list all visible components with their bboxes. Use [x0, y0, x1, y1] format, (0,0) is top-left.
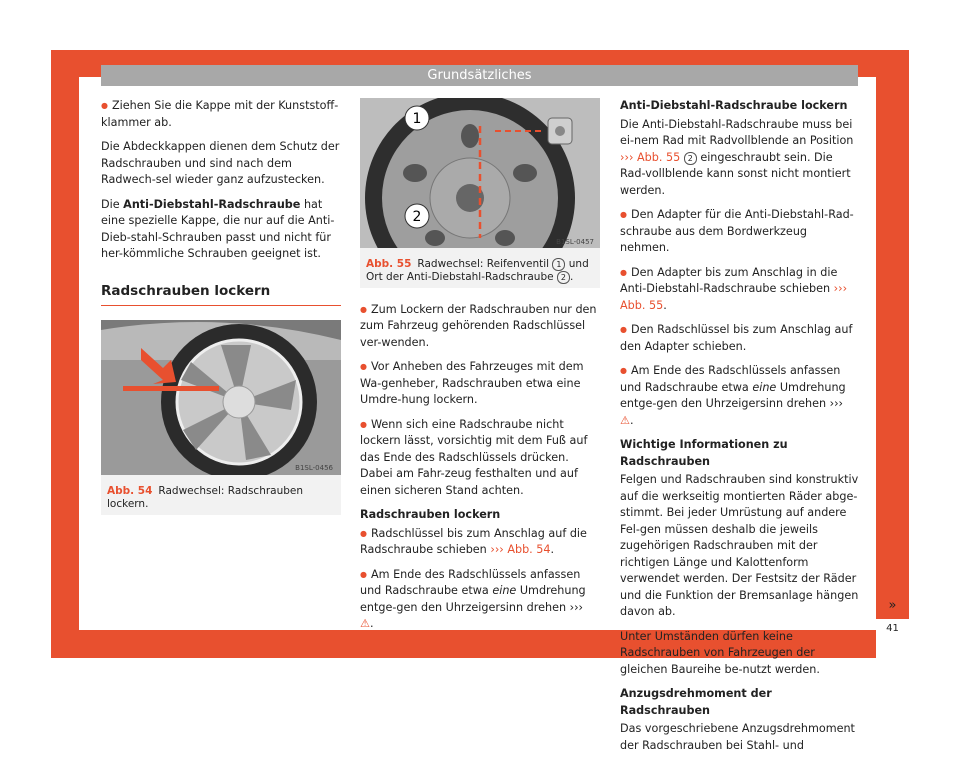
figure-link[interactable]: ››› Abb. 55 — [620, 282, 848, 312]
bullet-icon — [620, 266, 631, 279]
section-title: Radschrauben lockern — [101, 283, 341, 307]
section-header: Grundsätzliches — [101, 65, 858, 86]
warning-icon[interactable]: ⚠ — [360, 617, 371, 630]
bullet-text: Zum Lockern der Radschrauben nur den zum Fahrzeug gehörenden Radschlüssel ver-wenden. — [360, 302, 597, 349]
bullet-text: Wenn sich eine Radschraube nicht lockern lässt, vorsichtig mit dem Fuß auf das Ende des Radschlüssels drücken. Dabei am Fahr-zeug festhalten und auf einen sicheren Stand achten. — [360, 417, 588, 497]
continue-marker: » — [888, 598, 897, 613]
column-1 — [101, 98, 341, 515]
subheading: Wichtige Informationen zu Radschrauben — [620, 438, 788, 468]
subheading: Anti-Diebstahl-Radschraube lockern — [620, 99, 848, 112]
callout-1: 1 — [412, 111, 422, 127]
bullet-icon — [360, 568, 371, 581]
wheel-illustration — [101, 320, 341, 475]
figure-code: B1SL-0457 — [556, 238, 594, 246]
figure-caption: Abb. 54 Radwechsel: Radschrauben lockern. — [107, 484, 304, 510]
figure-55 — [360, 98, 600, 288]
column-2: 1 2 B1SL-0457 Abb. 55 Radwechsel: Reifenventil 1 und Ort der Anti-Diebstahl-Radschraube 2 . ● Zum Lockern der Radschrauben nur den zum Fahrzeug gehörenden Radschlüssel ver-wenden. ● Vor Anheben des Fahrzeuges mit dem Wa-genheber, Radschrauben etwa eine Umdre-hung lockern. ● Wenn sich eine Radschraube nicht lockern lässt, vorsichtig mit dem Fuß auf das Ende des Radschlüssels drücken. Dabei am Fahr-zeug festhalten und auf einen sicheren Stand achten. Radschrauben lockern ● Radschlüssel bis zum Anschlag auf die Radschraube schieben ››› Abb. 54. ● Am Ende des Radschlüssels anfassen und Radschraube etwa eine Umdrehung entge-gen den Uhrzeigersinn drehen ››› ⚠. — [360, 98, 600, 641]
bullet-icon — [620, 323, 631, 336]
subheading: Anzugsdrehmoment der Radschrauben — [620, 687, 772, 717]
bullet-icon — [101, 99, 112, 112]
paragraph: Felgen und Radschrauben sind konstruktiv auf die werkseitig montierten Räder abge-stimmt. Bei jeder Umrüstung auf andere Fel-gen müssen deshalb die jeweils zugehörigen Radschrauben mit der richtigen Länge und Kalottenform verwendet werden. Der Festsitz der Räder und die Funktion der Bremsanlage hängen davon ab. — [620, 473, 859, 618]
bullet-icon — [360, 303, 371, 316]
bullet-icon — [360, 418, 371, 431]
callout-2: 2 — [412, 209, 422, 225]
subheading: Radschrauben lockern — [360, 508, 501, 521]
bullet-icon — [360, 360, 371, 373]
paragraph: Das vorgeschriebene Anzugsdrehmoment der Radschrauben bei Stahl- und — [620, 722, 855, 752]
wheel-valve-illustration — [360, 98, 600, 248]
bullet-icon — [360, 527, 371, 540]
paragraph: Die Anti-Diebstahl-Radschraube hat eine spezielle Kappe, die nur auf die Anti-Dieb-stahl-Schrauben passt und nicht für her-kömmliche Schrauben geeignet ist. — [101, 197, 335, 260]
column-3: Anti-Diebstahl-Radschraube lockern Die Anti-Diebstahl-Radschraube muss bei ei-nem Rad mit Radvollblende an Position ››› Abb. 55 2 eingeschraubt sein. Die Rad-vollblende kann sonst nicht montiert werden. ● Den Adapter für die Anti-Diebstahl-Rad-schraube aus dem Bordwerkzeug nehmen. ● Den Adapter bis zum Anschlag in die Anti-Diebstahl-Radschraube schieben ››› Abb. 55. ● Den Radschlüssel bis zum Anschlag auf den Adapter schieben. ● Am Ende des Radschlüssels anfassen und Radschraube etwa eine Umdrehung entge-gen den Uhrzeigersinn drehen ››› ⚠. Wichtige Informationen zu Radschrauben Felgen und Radschrauben sind konstruktiv auf die werkseitig montierten Räder abge-stimmt. Bei jeder Umrüstung auf andere Fel-gen müssen deshalb die jeweils zugehörigen Radschrauben mit der richtigen Länge und Kalottenform verwendet werden. Der Festsitz der Räder und die Funktion der Bremsanlage hängen davon ab. Unter Umständen dürfen keine Radschrauben von Fahrzeugen der gleichen Baureihe be-nutzt werden. Anzugsdrehmoment der Radschrauben Das vorgeschriebene Anzugsdrehmoment der Radschrauben bei Stahl- und — [620, 98, 860, 762]
page-number: 41 — [876, 619, 909, 658]
bullet-text: Vor Anheben des Fahrzeuges mit dem Wa-genheber, Radschrauben etwa eine Umdre-hung lockern. — [360, 360, 584, 406]
paragraph: Unter Umständen dürfen keine Radschrauben von Fahrzeugen der gleichen Baureihe be-nutzt werden. — [620, 629, 820, 676]
bullet-text: Ziehen Sie die Kappe mit der Kunststoff-klammer ab. — [101, 99, 339, 129]
bullet-text: Den Radschlüssel bis zum Anschlag auf den Adapter schieben. — [620, 323, 853, 353]
bullet-icon — [620, 364, 631, 377]
figure-link[interactable]: ››› Abb. 55 — [620, 150, 681, 164]
bullet-icon — [620, 208, 631, 221]
paragraph: Die Abdeckkappen dienen dem Schutz der Radschrauben und sind nach dem Radwech-sel wieder ganz aufzustecken. — [101, 140, 340, 186]
paragraph: Die Anti-Diebstahl-Radschraube muss bei ei-nem Rad mit Radvollblende an Position ››› Abb. 55 2 eingeschraubt sein. Die Rad-vollblende kann sonst nicht montiert werden. — [620, 117, 854, 197]
warning-icon[interactable]: ⚠ — [620, 413, 631, 427]
figure-caption: Abb. 55 Radwechsel: Reifenventil 1 und Ort der Anti-Diebstahl-Radschraube 2 . — [366, 257, 589, 283]
figure-code: B1SL-0456 — [295, 464, 333, 472]
figure-link[interactable]: ››› Abb. 54 — [490, 543, 551, 556]
bullet-text: Den Adapter für die Anti-Diebstahl-Rad-schraube aus dem Bordwerkzeug nehmen. — [620, 208, 854, 254]
figure-54 — [101, 320, 341, 515]
